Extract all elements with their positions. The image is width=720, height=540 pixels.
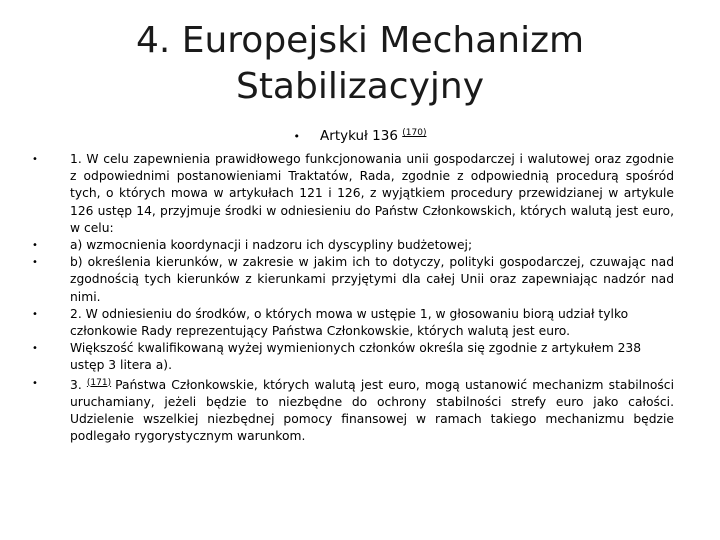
bullet-icon: • xyxy=(32,240,38,252)
footnote-ref-170: (170) xyxy=(402,128,427,138)
article-body xyxy=(32,151,674,445)
bullet-icon: • xyxy=(32,377,38,389)
paragraph-2 xyxy=(32,237,674,254)
paragraph-6 xyxy=(32,375,674,446)
footnote-ref-171: (171) xyxy=(86,377,112,388)
slide-title xyxy=(60,18,660,110)
bullet-icon: • xyxy=(293,130,301,143)
paragraph-3 xyxy=(32,254,674,306)
title-line-2: Stabilizacyjny xyxy=(235,66,485,107)
paragraph-prefix: 3. xyxy=(70,377,82,392)
title-line-1: 4. Europejski Mechanizm xyxy=(135,20,585,61)
article-heading-text: Artykuł 136 xyxy=(320,128,398,144)
paragraph-text: 1. W celu zapewnienia prawidłowego funkcjonowania unii gospodarczej i walutowej oraz zgodnie z odpowiednimi postanowieniami Traktatów, Rada, zgodnie z odpowiednią procedurą spośród tych, o których mowa w artykułach 121 i 126, z wyjątkiem procedury przewidzianej w artykule 126 ustęp 14, przyjmuje środki w odniesieniu do Państw Członkowskich, których walutą jest euro, w celu: xyxy=(70,152,674,235)
bullet-icon: • xyxy=(32,343,38,355)
article-heading xyxy=(0,124,720,146)
paragraph-1 xyxy=(32,151,674,237)
paragraph-4 xyxy=(32,306,674,340)
paragraph-text: b) określenia kierunków, w zakresie w jakim ich to dotyczy, polityki gospodarczej, czuwając nad zgodnością tych kierunków z kierunkami przyjętymi dla całej Unii oraz zapewniając nadzór nad nimi. xyxy=(70,255,674,304)
paragraph-text: a) wzmocnienia koordynacji i nadzoru ich dyscypliny budżetowej; xyxy=(70,238,473,253)
bullet-icon: • xyxy=(32,308,38,320)
paragraph-text: Państwa Członkowskie, których walutą jest euro, mogą ustanowić mechanizm stabilności uruchamiany, jeżeli będzie to niezbędne do ochrony stabilności strefy euro jako całości. Udzielenie wszelkiej niezbędnej pomocy finansowej w ramach takiego mechanizmu będzie podlegało rygorystycznym warunkom. xyxy=(70,377,674,444)
paragraph-text: 2. W odniesieniu do środków, o których mowa w ustępie 1, w głosowaniu biorą udział tylko członkowie Rady reprezentujący Państwa Członkowskie, których walutą jest euro. xyxy=(70,306,629,339)
paragraph-5 xyxy=(32,340,674,374)
bullet-icon: • xyxy=(32,154,38,165)
bullet-icon: • xyxy=(32,257,38,269)
paragraph-text: Większość kwalifikowaną wyżej wymienionych członków określa się zgodnie z artykułem 238 ustęp 3 litera a). xyxy=(70,341,642,373)
